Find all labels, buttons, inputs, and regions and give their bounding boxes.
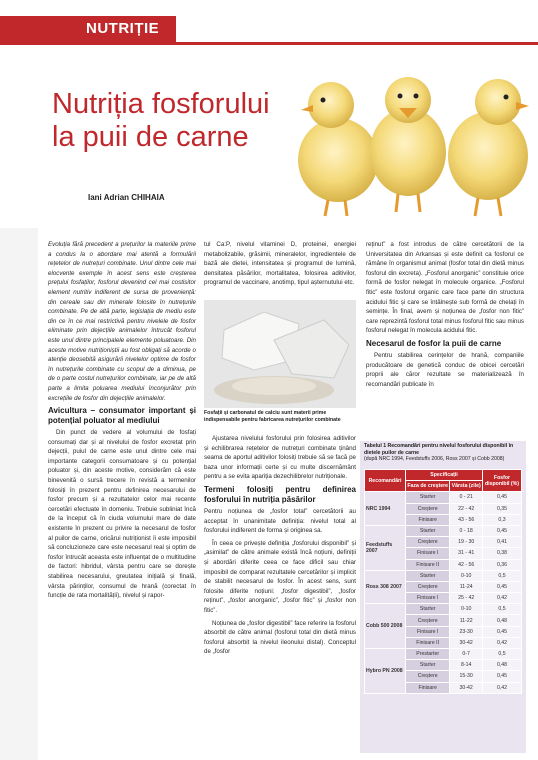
paragraph: În ceea ce privește definiția „fosforului disponibil” și „asimilat” de către animale există încă noțiuni, definiții și abordări diferite ceea ce face dificil sau chiar imposibil de comparat rezultatele cercetărilor și implicit de stabilit necesarul de fosfor. În acest sens, sunt folosite diferite noțiuni: „fosfor digestibil”, „fosfor reținut”, „fosfor anorganic”, „fosfor fitic” și „fosfor non fitic”. bbox=[204, 539, 356, 614]
cell-fosfor: 0,5 bbox=[483, 649, 522, 660]
cell-faza: Creștere bbox=[406, 503, 450, 514]
cell-varsta: 11-22 bbox=[450, 615, 483, 626]
table-row bbox=[365, 649, 522, 660]
cell-faza: Creștere bbox=[406, 615, 450, 626]
column-1 bbox=[48, 240, 196, 604]
cell-varsta: 19 - 30 bbox=[450, 537, 483, 548]
cell-faza: Creștere bbox=[406, 671, 450, 682]
heading-avicultura: Avicultura – consumator important și potențial poluator al mediului bbox=[48, 406, 196, 426]
table-row bbox=[365, 604, 522, 615]
group-name: Feedstuffs 2007 bbox=[365, 525, 406, 570]
cell-fosfor: 0,45 bbox=[483, 581, 522, 592]
cell-varsta: 15-30 bbox=[450, 671, 483, 682]
cell-varsta: 0-10 bbox=[450, 570, 483, 581]
phosphate-rocks-photo bbox=[204, 300, 356, 408]
cell-faza: Finisare II bbox=[406, 637, 450, 648]
cell-varsta: 8-14 bbox=[450, 660, 483, 671]
section-label: NUTRIȚIE bbox=[86, 20, 160, 37]
section-rule bbox=[0, 42, 538, 45]
cell-fosfor: 0,42 bbox=[483, 682, 522, 693]
cell-faza: Finisare bbox=[406, 682, 450, 693]
title-line-2: la puii de carne bbox=[52, 121, 249, 153]
table-title bbox=[364, 443, 524, 463]
cell-varsta: 0-10 bbox=[450, 604, 483, 615]
paragraph: Pentru noțiunea de „fosfor total” cercetătorii au acceptat în unanimitate definiția: nivelul total al fosforului indiferent de forma și originea sa. bbox=[204, 507, 356, 535]
intro-paragraph: Evoluția fără precedent a prețurilor la materiile prime a condus la o abordare mai atentă a formulării rețetelor de nutrețuri combinate. Unul dintre cele mai elocvente exemple în acest sens este creșterea prețului fosfaților, fosforul devenind cel mai costisitor element nutritiv indiferent de sursa de proveniență: din cereale sau din minerale folosite în nutrețurile combinate. Pe de altă parte, legislația de mediu este din ce în ce mai restrictivă pentru nivelele de fosfor eliminate prin dejecțiile animalelor întrucât fosforul este unul dintre principalele elemente poluatoare. Din aceste motive nutriționiștii au fost obligați să acorde o atenție deosebită asigurării nivelelor optime de fosfor în nutrețurile combinate cu scopul de a diminua, pe de o parte costul nutrețurilor combinate, iar pe de altă parte a limita poluarea mediului înconjurător prin excrețiile de fosfor din dejecțiile animalelor. bbox=[48, 241, 196, 402]
recommendations-table bbox=[364, 469, 522, 694]
cell-faza: Starter bbox=[406, 604, 450, 615]
section-tab bbox=[0, 16, 176, 42]
cell-fosfor: 0,5 bbox=[483, 570, 522, 581]
cell-fosfor: 0,48 bbox=[483, 615, 522, 626]
chicks-photo bbox=[283, 60, 538, 220]
column-2-bottom bbox=[204, 434, 356, 660]
author: Iani Adrian CHIHAIA bbox=[88, 193, 165, 202]
cell-fosfor: 0,42 bbox=[483, 637, 522, 648]
table-row bbox=[365, 492, 522, 503]
cell-varsta: 0 - 21 bbox=[450, 492, 483, 503]
column-2-top bbox=[204, 240, 356, 291]
group-name: Hybro PN 2008 bbox=[365, 649, 406, 694]
cell-faza: Starter bbox=[406, 570, 450, 581]
cell-varsta: 11-24 bbox=[450, 581, 483, 592]
group-name: NRC 1994 bbox=[365, 492, 406, 526]
title-line-1: Nutriția fosforului bbox=[52, 88, 270, 120]
group-name: Cobb 500 2008 bbox=[365, 604, 406, 649]
cell-faza: Prestarter bbox=[406, 649, 450, 660]
paragraph: Pentru stabilirea cerințelor de hrană, companiile producătoare de genetică conduc de obicei cercetări proprii ale căror rezultate se materializează în recomandări publicate în bbox=[366, 351, 524, 388]
cell-faza: Finisare I bbox=[406, 593, 450, 604]
cell-varsta: 25 - 42 bbox=[450, 593, 483, 604]
paragraph: reținut” a fost introdus de către cercetătorii de la Universitatea din Arkansas și este definit ca fosforul ce rămâne în organismul animal (fosfor total din dietă minus fosforul din excreta). „Fosforul anorganic” constituie orice formă de fosfor nelegat în molecule organice. „Fosforul fitic” este fosforul organic care face parte din structura acidului fitic și care se întâlnește sub formă de chelați în semințe. În final, avem și noțiunea de „fosfor non fitic” care reprezintă fosforul total minus fosforul fitic sau minus fosforul nelegat în molecula acidului fitic. bbox=[366, 241, 524, 335]
column-3 bbox=[366, 240, 524, 392]
photo-caption: Fosfații și carbonatul de calciu sunt materii prime indispensabile pentru fabricarea nutrețurilor combinate bbox=[204, 410, 341, 423]
cell-varsta: 43 - 56 bbox=[450, 514, 483, 525]
cell-varsta: 0 - 18 bbox=[450, 525, 483, 536]
cell-faza: Starter bbox=[406, 525, 450, 536]
cell-faza: Finisare I bbox=[406, 626, 450, 637]
header-varsta: Vârsta (zile) bbox=[450, 481, 483, 492]
cell-faza: Finisare II bbox=[406, 559, 450, 570]
cell-fosfor: 0,42 bbox=[483, 593, 522, 604]
header-faza: Faza de creștere bbox=[406, 481, 450, 492]
table-source: (după NRC 1994, Feedstuffs 2006, Ross 2007 și Cobb 2008) bbox=[364, 456, 505, 462]
cell-fosfor: 0,38 bbox=[483, 548, 522, 559]
cell-fosfor: 0,5 bbox=[483, 604, 522, 615]
cell-varsta: 30-42 bbox=[450, 682, 483, 693]
margin-band bbox=[0, 228, 38, 760]
cell-faza: Finisare I bbox=[406, 548, 450, 559]
cell-faza: Starter bbox=[406, 660, 450, 671]
cell-fosfor: 0,45 bbox=[483, 671, 522, 682]
header-fosfor: Fosfor disponibil (%) bbox=[483, 470, 522, 492]
cell-fosfor: 0,48 bbox=[483, 660, 522, 671]
table-row bbox=[365, 525, 522, 536]
article-title bbox=[52, 88, 312, 154]
cell-varsta: 23-30 bbox=[450, 626, 483, 637]
header-specificatii: Specificații bbox=[406, 470, 483, 481]
table-caption: Tabelul 1 Recomandări pentru nivelul fosforului disponibil în dietele puilor de carne bbox=[364, 443, 514, 456]
cell-varsta: 0-7 bbox=[450, 649, 483, 660]
cell-fosfor: 0,36 bbox=[483, 559, 522, 570]
cell-fosfor: 0,45 bbox=[483, 492, 522, 503]
paragraph: Ajustarea nivelului fosforului prin folosirea aditivilor și echilibrarea rețetelor de nutrețuri combinate ținând seama de aportul aditivilor folosiți trebuie să se facă pe baza unor informații certe și cu multe discernământ pentru a se evita apariția dezechilibrelor nutriționale. bbox=[204, 435, 356, 481]
cell-varsta: 22 - 42 bbox=[450, 503, 483, 514]
heading-necesarul: Necesarul de fosfor la puii de carne bbox=[366, 338, 502, 348]
cell-varsta: 30-42 bbox=[450, 637, 483, 648]
cell-faza: Starter bbox=[406, 492, 450, 503]
paragraph: Din punct de vedere al volumului de fosfați consumați dar și al nivelului de fosfor excretat prin dejecții, puiul de carne este unul dintre cele mai importante categorii consumatoare și cu potențial poluator și, din aceste motive, considerăm că este binevenită o sursă trecere în revistă a termenilor folosiți în prezent pentru definirea necesarului de fosfor precum și a rezultatelor celor mai recente cercetări efectuate în domeniu. Trebuie subliniat încă de la început că în ciuda volumului mare de date existente în prezent cu privire la necesarul de fosfor al puilor de carne, oricărui nutriționist îi este imposibil să concluzioneze care este necesarul real și optim de fosfor întrucât aceasta este influențat de o multitudine de factori: hibridul, vârsta pentru care se dorește stabilirea necesarului, greutatea inițială și finală, vârsta părinților, consumul de hrană (corectat în funcție de rata mortalității), nivelul și rapor- bbox=[48, 429, 196, 600]
paragraph: tul Ca:P, nivelul vitaminei D, proteinei, energiei metabolizabile, grăsimii, mineralelor, ingredientele de bază ale dietei, intensitatea și programul de lumină, densitatea păsărilor, mortalitatea, folosirea aditivilor, programul de vaccinare, anotimp, tipul așternutului etc. bbox=[204, 241, 356, 287]
cell-varsta: 42 - 56 bbox=[450, 559, 483, 570]
table-row bbox=[365, 570, 522, 581]
cell-fosfor: 0,45 bbox=[483, 525, 522, 536]
cell-varsta: 31 - 41 bbox=[450, 548, 483, 559]
group-name: Ross 308 2007 bbox=[365, 570, 406, 604]
header-recomandari: Recomandări bbox=[365, 470, 406, 492]
cell-fosfor: 0,35 bbox=[483, 503, 522, 514]
cell-faza: Creștere bbox=[406, 581, 450, 592]
cell-fosfor: 0,3 bbox=[483, 514, 522, 525]
cell-faza: Creștere bbox=[406, 537, 450, 548]
cell-fosfor: 0,45 bbox=[483, 626, 522, 637]
heading-termeni: Termeni folosiți pentru definirea fosforului în nutriția păsărilor bbox=[204, 484, 356, 504]
paragraph: Noțiunea de „fosfor digestibil” face referire la fosforul absorbit de către animal (fosforul total din dietă minus fosforul absorbit la nivelul ileonului distal). Conceptul de „fosfor bbox=[204, 619, 356, 656]
cell-faza: Finisare bbox=[406, 514, 450, 525]
cell-fosfor: 0,41 bbox=[483, 537, 522, 548]
